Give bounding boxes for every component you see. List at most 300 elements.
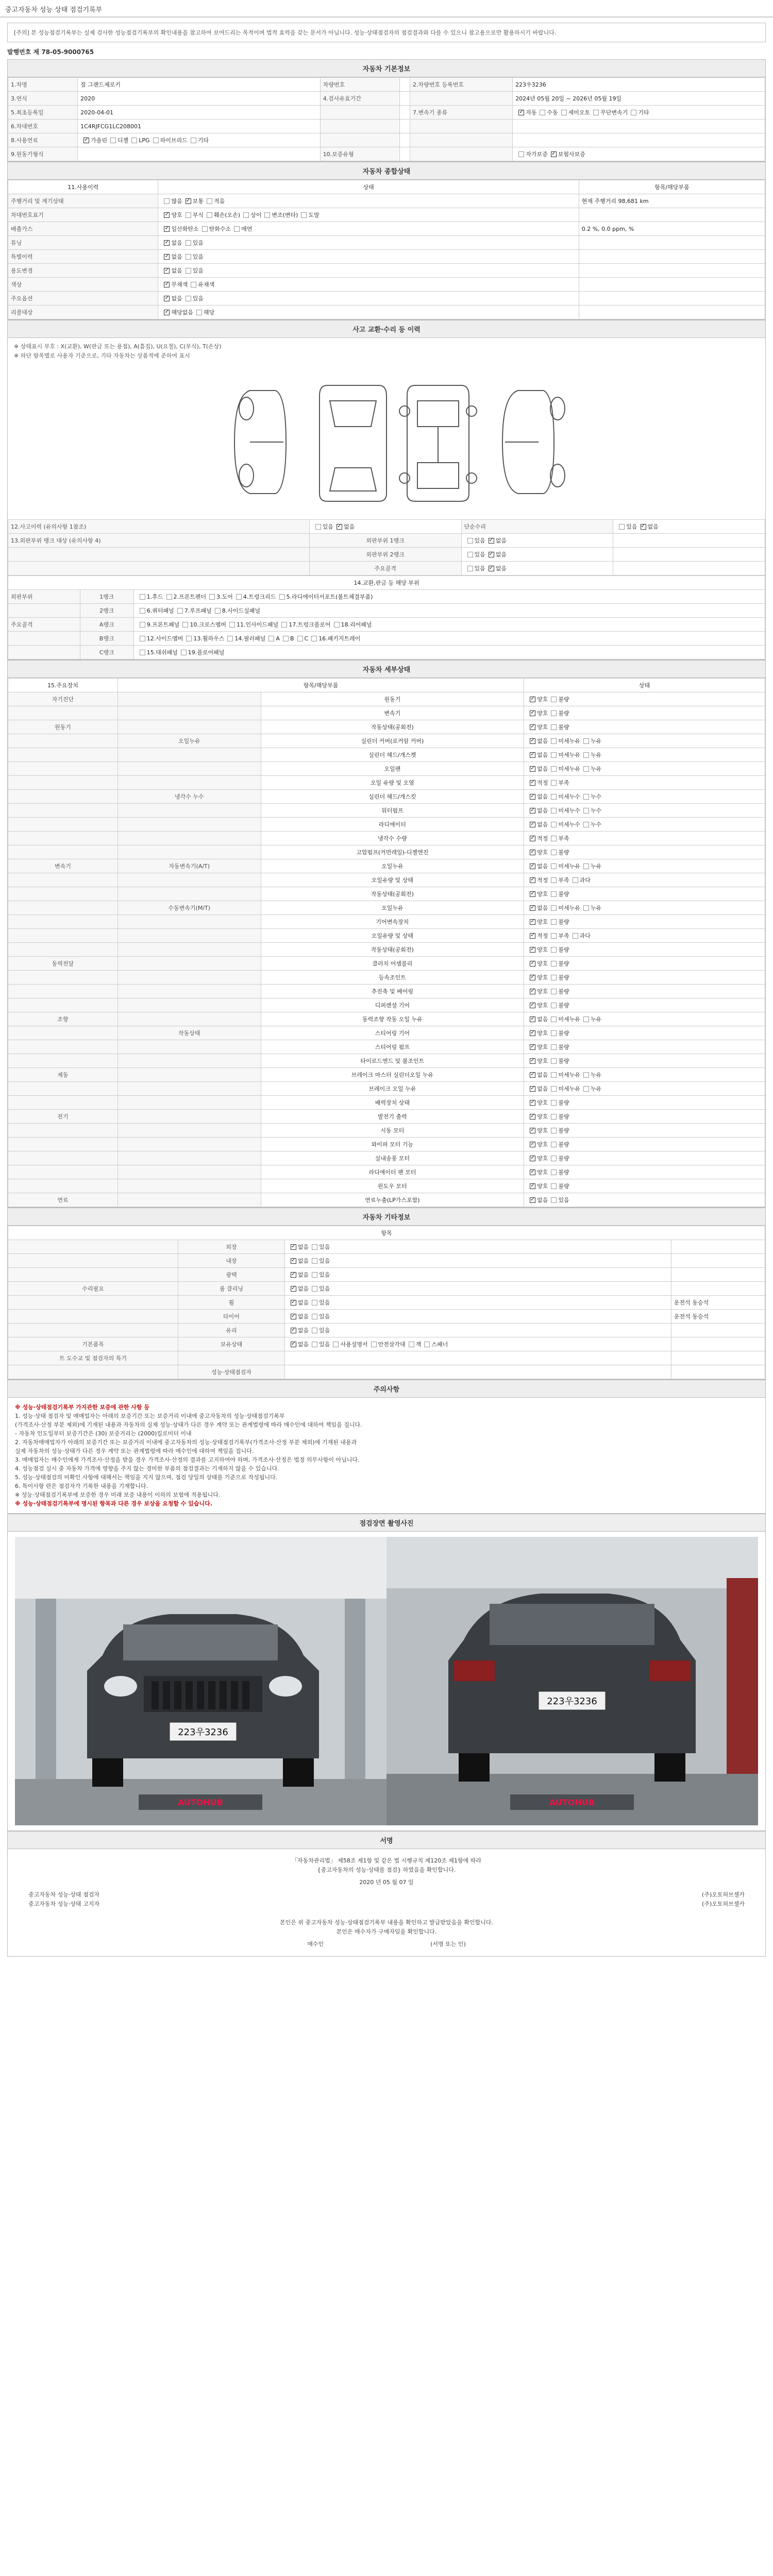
checkbox[interactable]: [312, 1314, 317, 1319]
checkbox[interactable]: [551, 766, 557, 772]
checkbox-label: 8.사이드실패널: [222, 607, 261, 614]
checkbox[interactable]: [110, 138, 116, 143]
checkbox-label: 있음: [319, 1299, 330, 1306]
checkbox[interactable]: [530, 836, 535, 841]
caution-line: - 자동차 인도일부터 보증기간은 (30) 보증거리는 (2000)킬로미터 이내: [15, 1430, 192, 1437]
checkbox[interactable]: [551, 877, 557, 883]
checkbox[interactable]: [530, 1086, 535, 1092]
checkbox-label: 보통: [192, 198, 204, 205]
checkbox[interactable]: [518, 151, 524, 157]
detail-group: [8, 790, 118, 804]
other-options: [284, 1337, 671, 1351]
checkbox[interactable]: [530, 766, 535, 772]
detail-item: 라디에이터: [261, 818, 524, 832]
checkbox[interactable]: [530, 1003, 535, 1008]
checkbox[interactable]: [551, 1003, 557, 1008]
general-row: [8, 306, 765, 319]
checkbox[interactable]: [337, 524, 342, 530]
checkbox[interactable]: [312, 1244, 317, 1250]
rank-options: [461, 548, 613, 562]
checkbox-label: 있음: [474, 551, 485, 558]
checkbox[interactable]: [573, 877, 578, 883]
checkbox[interactable]: [279, 594, 285, 600]
checkbox-label: 없음: [537, 738, 548, 744]
checkbox[interactable]: [530, 1142, 535, 1147]
detail-options: [524, 859, 765, 873]
checkbox[interactable]: [164, 240, 170, 246]
checkbox[interactable]: [551, 780, 557, 786]
checkbox[interactable]: [583, 1072, 589, 1078]
checkbox[interactable]: [215, 608, 221, 614]
checkbox[interactable]: [291, 1314, 296, 1319]
checkbox[interactable]: [186, 268, 191, 274]
checkbox[interactable]: [551, 989, 557, 994]
checkbox[interactable]: [561, 110, 567, 115]
checkbox[interactable]: [551, 891, 557, 897]
checkbox[interactable]: [186, 198, 191, 204]
checkbox[interactable]: [164, 296, 170, 301]
checkbox[interactable]: [530, 1183, 535, 1189]
checkbox[interactable]: [140, 650, 145, 655]
checkbox-label: 누유: [590, 863, 602, 870]
general-options: [158, 292, 579, 306]
general-header-row: [8, 180, 765, 194]
detail-row: [8, 776, 765, 790]
checkbox-label: 불량: [558, 988, 569, 995]
checkbox[interactable]: [312, 1328, 317, 1333]
checkbox[interactable]: [551, 836, 557, 841]
checkbox[interactable]: [583, 794, 589, 800]
checkbox[interactable]: [530, 850, 535, 855]
detail-options: [524, 971, 765, 985]
detail-row: [8, 720, 765, 734]
checkbox[interactable]: [164, 282, 170, 287]
detail-options: [524, 832, 765, 845]
checkbox-label: 없음: [537, 807, 548, 814]
checkbox[interactable]: [234, 226, 240, 232]
checkbox[interactable]: [131, 138, 137, 143]
caution-line: ※ 성능·상태점검기록부에 보증한 경우 미래 보증 내용이 이하의 보험에 적용됩니다.: [15, 1492, 221, 1498]
general-label: 특별이력: [8, 250, 158, 264]
checkbox-label: 가솔린: [91, 137, 108, 144]
checkbox[interactable]: [551, 697, 557, 702]
rank-sub: 외판부위 1랭크: [309, 534, 461, 548]
checkbox-label: 불량: [558, 1127, 569, 1134]
checkbox[interactable]: [551, 1183, 557, 1189]
checkbox[interactable]: [186, 212, 191, 218]
checkbox[interactable]: [186, 636, 192, 641]
detail-item: 기어변속장치: [261, 915, 524, 929]
checkbox[interactable]: [530, 933, 535, 939]
checkbox-label: 없음: [297, 1313, 309, 1320]
checkbox[interactable]: [281, 622, 287, 628]
checkbox[interactable]: [551, 1016, 557, 1022]
detail-row: [8, 706, 765, 720]
checkbox[interactable]: [551, 1197, 557, 1203]
checkbox[interactable]: [83, 138, 89, 143]
caution-line: 6. 특이사항 란은 점검자가 기록한 내용을 기재합니다.: [15, 1483, 148, 1489]
checkbox[interactable]: [424, 1342, 430, 1347]
simple-repair-options: [613, 520, 765, 534]
checkbox[interactable]: [243, 212, 249, 218]
checkbox-label: 15.대쉬패널: [146, 649, 178, 656]
checkbox[interactable]: [164, 310, 170, 315]
checkbox[interactable]: [551, 822, 557, 827]
checkbox[interactable]: [291, 1244, 296, 1250]
sign-date: 2020 년 05 월 07 일: [359, 1879, 414, 1886]
checkbox[interactable]: [140, 636, 145, 641]
checkbox[interactable]: [182, 622, 188, 628]
basic-info-table: [8, 77, 765, 161]
checkbox[interactable]: [333, 1342, 339, 1347]
detail-options: [524, 804, 765, 818]
checkbox[interactable]: [291, 1272, 296, 1278]
checkbox[interactable]: [530, 752, 535, 758]
checkbox[interactable]: [551, 1128, 557, 1133]
checkbox[interactable]: [283, 636, 289, 641]
detail-subgroup: [117, 692, 261, 706]
front-photo: [15, 1537, 386, 1825]
checkbox[interactable]: [530, 1170, 535, 1175]
parts-items: [133, 646, 765, 659]
checkbox[interactable]: [191, 282, 196, 287]
checkbox[interactable]: [467, 552, 473, 557]
checkbox[interactable]: [227, 636, 233, 641]
caution-line: 5. 성능·상태점검의 미확인 사항에 대해서는 책임을 지지 않으며, 점검 당일의 상태를 기준으로 작성됩니다.: [15, 1474, 278, 1481]
detail-group: 원동기: [8, 720, 118, 734]
checkbox[interactable]: [164, 254, 170, 260]
general-state-section: [7, 180, 766, 320]
checkbox[interactable]: [140, 622, 145, 628]
checkbox-label: 있음: [319, 1258, 330, 1264]
front-plate-text: 223우3236: [178, 1727, 228, 1738]
checkbox[interactable]: [530, 1044, 535, 1050]
parts-row: [8, 590, 765, 604]
detail-options: [524, 1110, 765, 1124]
checkbox[interactable]: [530, 1030, 535, 1036]
detail-options: [524, 790, 765, 804]
rank-row: [8, 548, 765, 562]
checkbox[interactable]: [551, 947, 557, 953]
checkbox[interactable]: [467, 538, 473, 544]
checkbox[interactable]: [530, 808, 535, 814]
parts-group: [8, 646, 80, 659]
checkbox-label: 불량: [558, 891, 569, 897]
other-extra: [671, 1240, 765, 1254]
checkbox[interactable]: [518, 110, 524, 115]
checkbox[interactable]: [540, 110, 545, 115]
checkbox[interactable]: [312, 1272, 317, 1278]
detail-item: 라디에이터 팬 모터: [261, 1165, 524, 1179]
detail-row: [8, 1026, 765, 1040]
parts-rank: B랭크: [80, 632, 133, 646]
checkbox-label: 4.트렁크리드: [243, 594, 276, 600]
detail-group: [8, 804, 118, 818]
detail-item: 브레이크 마스터 실린더오일 누유: [261, 1068, 524, 1082]
other-extra-1: 운전석: [674, 1299, 693, 1306]
checkbox[interactable]: [140, 608, 145, 614]
general-value: 98,681 km: [616, 198, 649, 205]
checkbox-label: 무단변속기: [600, 109, 628, 116]
checkbox[interactable]: [467, 566, 473, 571]
checkbox[interactable]: [551, 151, 557, 157]
checkbox[interactable]: [301, 212, 307, 218]
checkbox-label: 있음: [192, 295, 204, 302]
checkbox[interactable]: [153, 138, 159, 143]
checkbox[interactable]: [164, 226, 170, 232]
rank-blank: [613, 548, 765, 562]
checkbox[interactable]: [583, 905, 589, 911]
checkbox-label: 부족: [558, 933, 569, 939]
checkbox[interactable]: [551, 724, 557, 730]
other-row: [8, 1310, 765, 1324]
accident-row: [8, 520, 765, 534]
checkbox[interactable]: [583, 766, 589, 772]
checkbox[interactable]: [530, 1100, 535, 1106]
checkbox[interactable]: [530, 1016, 535, 1022]
checkbox[interactable]: [551, 863, 557, 869]
checkbox[interactable]: [583, 738, 589, 744]
checkbox[interactable]: [551, 975, 557, 980]
other-row: [8, 1240, 765, 1254]
checkbox[interactable]: [186, 296, 191, 301]
detail-row: [8, 692, 765, 706]
checkbox-label: 하이브리드: [160, 137, 188, 144]
general-row: [8, 194, 765, 208]
other-header-row: [8, 1226, 765, 1240]
photos-heading: 점검장면 촬영사진: [7, 1514, 766, 1532]
checkbox-label: 양호: [537, 960, 548, 967]
checkbox[interactable]: [530, 1128, 535, 1133]
checkbox[interactable]: [551, 794, 557, 800]
checkbox[interactable]: [291, 1342, 296, 1347]
checkbox[interactable]: [530, 863, 535, 869]
basic-row: [8, 133, 765, 147]
basic-label-3: [410, 92, 513, 106]
checkbox[interactable]: [489, 538, 494, 544]
checkbox[interactable]: [530, 989, 535, 994]
checkbox[interactable]: [166, 594, 172, 600]
checkbox[interactable]: [530, 919, 535, 925]
checkbox[interactable]: [573, 933, 578, 939]
checkbox[interactable]: [291, 1328, 296, 1333]
checkbox-label: 디젤: [117, 137, 129, 144]
checkbox[interactable]: [312, 1258, 317, 1264]
checkbox[interactable]: [409, 1342, 414, 1347]
checkbox[interactable]: [297, 636, 303, 641]
checkbox[interactable]: [551, 933, 557, 939]
checkbox[interactable]: [583, 808, 589, 814]
checkbox[interactable]: [551, 919, 557, 925]
general-extra: [579, 306, 765, 319]
general-options: [158, 208, 579, 222]
detail-options: [524, 943, 765, 957]
detail-options: [524, 1124, 765, 1138]
checkbox[interactable]: [312, 1342, 317, 1347]
checkbox[interactable]: [551, 1170, 557, 1175]
checkbox[interactable]: [530, 697, 535, 702]
checkbox[interactable]: [593, 110, 599, 115]
checkbox[interactable]: [530, 710, 535, 716]
checkbox[interactable]: [583, 863, 589, 869]
checkbox-label: 미세누유: [558, 766, 580, 772]
checkbox[interactable]: [530, 794, 535, 800]
car-left-side-icon: [234, 391, 286, 494]
parts-rank: 2랭크: [80, 604, 133, 618]
caution-line: 1. 성능·상태 점검자 및 매매업자는 아래의 보증기간 또는 보증거리 이내에 중고자동차의 성능·상태점검기록부: [15, 1413, 285, 1419]
detail-item: 와이퍼 모터 기능: [261, 1138, 524, 1151]
checkbox[interactable]: [530, 1072, 535, 1078]
checkbox[interactable]: [530, 724, 535, 730]
rank-row: [8, 534, 765, 548]
inspector-label: 중고자동차 성능·상태 점검자: [28, 1891, 100, 1898]
checkbox[interactable]: [291, 1258, 296, 1264]
checkbox[interactable]: [551, 1044, 557, 1050]
checkbox[interactable]: [191, 138, 196, 143]
detail-row: [8, 873, 765, 887]
checkbox[interactable]: [530, 738, 535, 744]
checkbox[interactable]: [551, 738, 557, 744]
checkbox-label: 없음: [537, 1016, 548, 1023]
checkbox-label: 없음: [537, 821, 548, 828]
checkbox[interactable]: [291, 1300, 296, 1306]
checkbox[interactable]: [583, 1086, 589, 1092]
detail-group: 동력전달: [8, 957, 118, 971]
checkbox-label: 양호: [537, 1127, 548, 1134]
checkbox[interactable]: [530, 1114, 535, 1120]
general-row: [8, 208, 765, 222]
checkbox[interactable]: [641, 524, 646, 530]
checkbox[interactable]: [551, 850, 557, 855]
checkbox[interactable]: [186, 254, 191, 260]
checkbox[interactable]: [583, 822, 589, 827]
checkbox[interactable]: [551, 808, 557, 814]
checkbox[interactable]: [551, 1100, 557, 1106]
checkbox[interactable]: [489, 552, 494, 557]
detail-subgroup: [117, 929, 261, 943]
checkbox[interactable]: [530, 877, 535, 883]
checkbox[interactable]: [551, 1142, 557, 1147]
checkbox[interactable]: [530, 1156, 535, 1161]
checkbox[interactable]: [619, 524, 625, 530]
general-options: [158, 306, 579, 319]
general-row: [8, 236, 765, 250]
checkbox[interactable]: [140, 594, 145, 600]
checkbox[interactable]: [551, 1058, 557, 1064]
checkbox[interactable]: [181, 650, 187, 655]
checkbox-label: 누유: [590, 1086, 602, 1092]
checkbox[interactable]: [551, 1030, 557, 1036]
other-info-table: [8, 1226, 765, 1379]
other-extra-2: 동승석: [692, 1313, 709, 1320]
checkbox[interactable]: [551, 752, 557, 758]
checkbox[interactable]: [371, 1342, 377, 1347]
parts-items: [133, 632, 765, 646]
checkbox[interactable]: [207, 212, 212, 218]
checkbox[interactable]: [551, 1114, 557, 1120]
detail-row: [8, 915, 765, 929]
caution-line: 3. 매매업자는 매수인에게 가격조사·산정을 받을 경우 가격조사·산정의 결과를 고지하여야 하며, 가격조사·산정은 법정 의무사항이 아닙니다.: [15, 1456, 360, 1463]
detail-group: [8, 1179, 118, 1193]
detail-subgroup: [117, 762, 261, 776]
checkbox[interactable]: [334, 622, 340, 628]
checkbox[interactable]: [291, 1286, 296, 1292]
checkbox[interactable]: [315, 524, 321, 530]
checkbox-label: B: [290, 635, 294, 642]
checkbox[interactable]: [530, 1058, 535, 1064]
checkbox[interactable]: [551, 1086, 557, 1092]
checkbox-label: 불량: [558, 849, 569, 856]
checkbox[interactable]: [551, 1156, 557, 1161]
basic-row: [8, 120, 765, 133]
checkbox[interactable]: [530, 947, 535, 953]
checkbox[interactable]: [164, 212, 170, 218]
checkbox[interactable]: [264, 212, 270, 218]
checkbox[interactable]: [530, 961, 535, 967]
sign-line-4: 본인은 매수자가 구매자임을 확인합니다.: [336, 1928, 437, 1935]
detail-item: 오일유량 및 상태: [261, 929, 524, 943]
checkbox[interactable]: [311, 636, 317, 641]
detail-group: [8, 887, 118, 901]
checkbox[interactable]: [186, 240, 191, 246]
checkbox[interactable]: [583, 752, 589, 758]
checkbox[interactable]: [530, 822, 535, 827]
checkbox[interactable]: [551, 961, 557, 967]
checkbox[interactable]: [209, 594, 215, 600]
detail-options: [524, 1082, 765, 1096]
checkbox[interactable]: [583, 1016, 589, 1022]
checkbox[interactable]: [202, 226, 208, 232]
checkbox[interactable]: [164, 268, 170, 274]
checkbox-label: C: [304, 635, 309, 642]
checkbox-label: 없음: [297, 1341, 309, 1348]
detail-row: [8, 1110, 765, 1124]
other-item: [178, 1351, 285, 1365]
detail-group: [8, 873, 118, 887]
other-group: [8, 1324, 178, 1337]
other-options: [284, 1282, 671, 1296]
checkbox[interactable]: [312, 1286, 317, 1292]
checkbox[interactable]: [312, 1300, 317, 1306]
checkbox[interactable]: [551, 1072, 557, 1078]
checkbox[interactable]: [164, 198, 170, 204]
parts-rank: A랭크: [80, 618, 133, 632]
checkbox[interactable]: [207, 198, 212, 204]
detail-row: [8, 859, 765, 873]
checkbox-label: 적정: [537, 779, 548, 786]
checkbox[interactable]: [530, 905, 535, 911]
checkbox-label: 있음: [319, 1272, 330, 1278]
checkbox[interactable]: [268, 636, 274, 641]
checkbox[interactable]: [196, 310, 202, 315]
checkbox[interactable]: [551, 710, 557, 716]
parts-group: 외판부위: [8, 590, 80, 604]
checkbox[interactable]: [530, 780, 535, 786]
detail-item: 윈도우 모터: [261, 1179, 524, 1193]
checkbox[interactable]: [489, 566, 494, 571]
checkbox[interactable]: [530, 891, 535, 897]
detail-item: 실린더 헤드/개스킷: [261, 790, 524, 804]
checkbox[interactable]: [229, 622, 235, 628]
checkbox[interactable]: [236, 594, 242, 600]
checkbox[interactable]: [631, 110, 636, 115]
checkbox[interactable]: [530, 1197, 535, 1203]
general-extra: [579, 194, 765, 208]
checkbox[interactable]: [177, 608, 183, 614]
checkbox[interactable]: [551, 905, 557, 911]
checkbox-label: 3.도어: [216, 594, 233, 600]
checkbox[interactable]: [530, 975, 535, 980]
